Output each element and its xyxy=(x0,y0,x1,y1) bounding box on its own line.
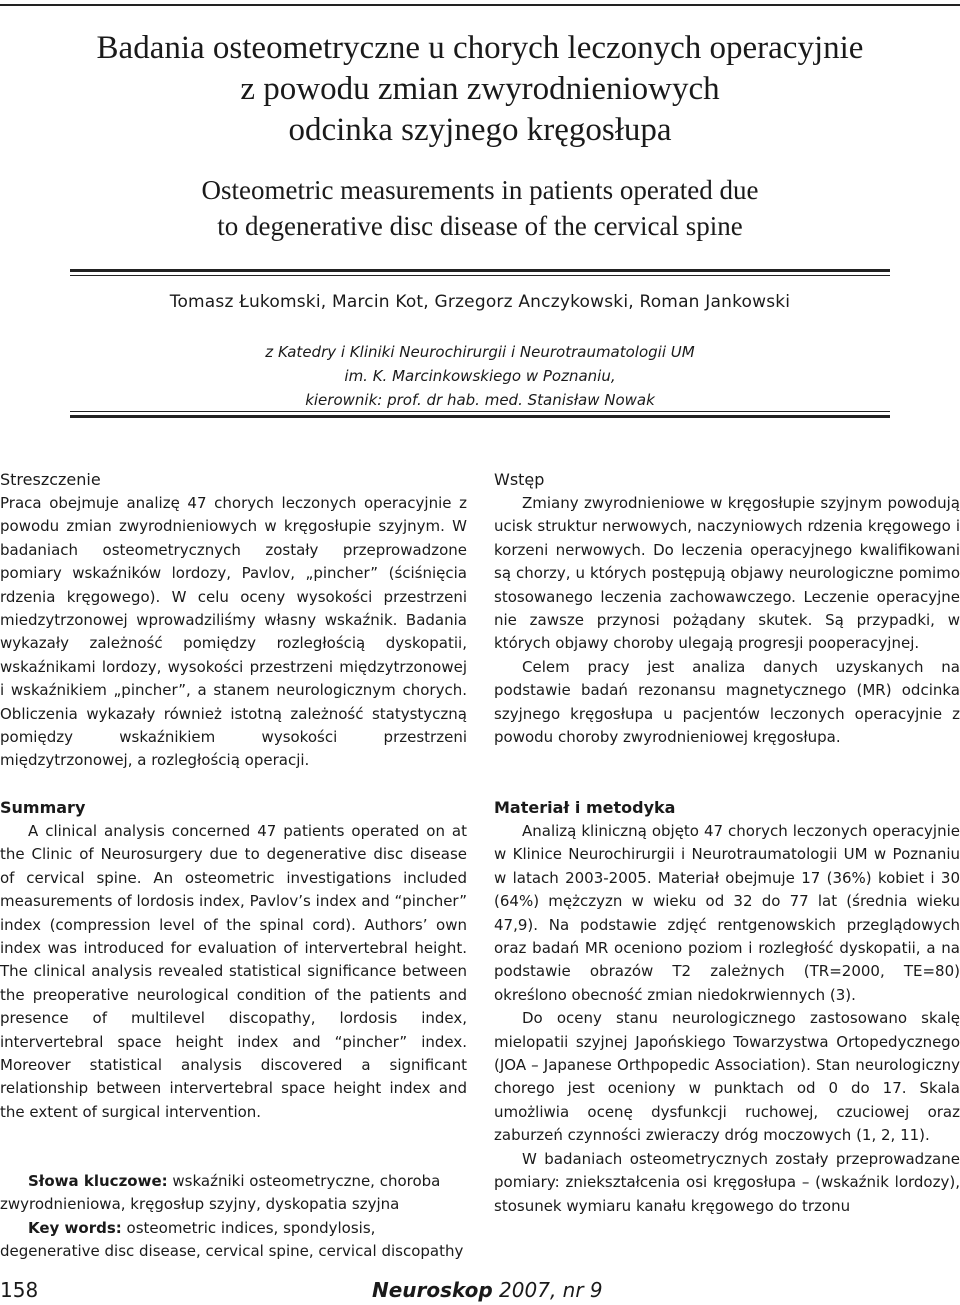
title-polish xyxy=(20,28,940,151)
summary-text: A clinical analysis concerned 47 patients operated on at the Clinic of Neurosurgery due to degenerative disc disease of cervical spine. An osteometric investigations included measurements of lordosis index, Pavlov’s index and “pincher” index (compression level of the spinal cord). Authors’ own index was introduced for evaluation of intervertebral height. The clinical analysis revealed statistical significance between the preoperative neurological condition of the patients and presence of multilevel discopathy, lordosis index, intervertebral space height index and “pincher” index. Moreover statistical analysis discovered a significant relationship between intervertebral space height index and the extent of surgical intervention. xyxy=(0,822,467,1121)
page-number: 158 xyxy=(0,1278,39,1302)
title-polish-line: Badania osteometryczne u chorych leczonych operacyjnie xyxy=(96,30,864,66)
slowa-kluczowe-label: Słowa kluczowe: xyxy=(28,1172,168,1190)
wstep-paragraph: Zmiany zwyrodnieniowe w kręgosłupie szyjnym powodują ucisk struktur nerwowych, naczyniowych rdzenia kręgowego i korzeni nerwowych. Do leczenia operacyjnego kwalifikowani są chorzy, u których postępują objawy neurologiczne pomimo stosowanego leczenia zachowawczego. Leczenie operacyjne nie zawsze przynosi pożądany skutek. Są przypadki, w których objawy choroby ulegają progresji pooperacyjnej. xyxy=(494,494,960,653)
title-polish-line: odcinka szyjnego kręgosłupa xyxy=(288,112,672,148)
material-paragraph: W badaniach osteometrycznych zostały przeprowadzane pomiary: zniekształcenia osi kręgosłupa – (wskaźnik lordozy), stosunek wymiaru kanału kręgowego do trzonu xyxy=(494,1149,960,1215)
journal-footer xyxy=(372,1278,603,1302)
material-paragraph: Analizą kliniczną objęto 47 chorych leczonych operacyjnie w Klinice Neurochirurgii i Neurotraumatologii UM w Poznaniu w latach 2003-2005. Materiał obejmuje 17 (36%) kobiet i 30 (64%) mężczyzn w wieku od 32 do 77 lat (średnia wieku 47,9). Na podstawie zdjęć rentgenowskich przeglądowych oraz badań MR oceniono poziom i rozległość dyskopatii, a na podstawie obrazów T2 zależnych (TR=2000, TE=80) określono obecność zmian niedokrwiennych (3). xyxy=(494,822,960,1004)
header-bottom-rule xyxy=(70,415,890,418)
left-column xyxy=(0,468,467,773)
material-paragraph: Do oceny stanu neurologicznego zastosowano skalę mielopatii szyjnej Japońskiego Towarzystwa Ortopedycznego (JOA – Japanese Orthpopedic Association). Stan neurologiczny chorego jest oceniony w punktach od 0 do 17. Skala umożliwia ocenę dysfunkcji ruchowej, czuciowej oraz zaburzeń czynności zwieraczy dróg moczowych (1, 2, 11). xyxy=(494,1009,960,1145)
authors-top-rule xyxy=(70,269,890,272)
journal-name: Neuroskop xyxy=(372,1278,493,1302)
right-column-methods xyxy=(494,796,960,1218)
affiliation-line: z Katedry i Kliniki Neurochirurgii i Neurotraumatologii UM xyxy=(265,343,695,361)
key-words-text: osteometric indices, spondylosis, degenerative disc disease, cervical spine, cervical discopathy xyxy=(0,1218,464,1261)
slowa-kluczowe xyxy=(0,1170,467,1217)
streszczenie-heading: Streszczenie xyxy=(0,470,101,489)
summary-heading: Summary xyxy=(0,798,86,817)
affiliation-line: kierownik: prof. dr hab. med. Stanisław Nowak xyxy=(305,391,655,409)
affiliation xyxy=(20,340,940,412)
slowa-kluczowe-text: wskaźniki osteometryczne, choroba zwyrodnieniowa, kręgosłup szyjny, dyskopatia szyjna xyxy=(0,1172,441,1214)
title-english-line: Osteometric measurements in patients operated due xyxy=(201,175,759,205)
wstep-paragraph: Celem pracy jest analiza danych uzyskanych na podstawie badań rezonansu magnetycznego (MR) odcinka szyjnego kręgosłupa u pacjentów leczonych operacyjnie z powodu choroby zwyrodnieniowej kręgosłupa. xyxy=(494,657,960,747)
header-bottom-rule-thin xyxy=(70,411,890,412)
journal-issue: 2007, nr 9 xyxy=(492,1278,603,1302)
title-polish-line: z powodu zmian zwyrodnieniowych xyxy=(240,71,720,107)
key-words-label: Key words: xyxy=(28,1218,122,1237)
streszczenie-text: Praca obejmuje analizę 47 chorych leczonych operacyjnie z powodu zmian zwyrodnieniowych w kręgosłupie szyjnym. W badaniach osteometrycznych zostały przeprowadzone pomiary wskaźników lordozy, Pavlov, „pincher” (ściśnięcia rdzenia kręgowego). W celu oceny wysokości przestrzeni miedzytrzonowej wprowadziliśmy własny wskaźnik. Badania wykazały zależność pomiędzy rozległością dyskopatii, wskaźnikami lordozy, wysokości przestrzeni międzytrzonowej i wskaźnikiem „pincher”, a stanem neurologicznym chorych. Obliczenia wykazały również istotną zależność statystyczną pomiędzy wskaźnikiem wysokości przestrzeni międzytrzonowej, a rozległością operacji. xyxy=(0,494,467,770)
right-column xyxy=(494,468,960,749)
wstep-heading: Wstęp xyxy=(494,470,545,489)
key-words xyxy=(0,1217,467,1264)
keywords-block xyxy=(0,1170,467,1264)
material-heading: Materiał i metodyka xyxy=(494,798,676,817)
title-english xyxy=(20,172,940,244)
authors: Tomasz Łukomski, Marcin Kot, Grzegorz Anczykowski, Roman Jankowski xyxy=(169,292,791,312)
top-rule xyxy=(0,4,960,6)
title-english-line: to degenerative disc disease of the cervical spine xyxy=(217,211,743,241)
left-column-summary xyxy=(0,796,467,1124)
authors-top-rule-thin xyxy=(70,275,890,276)
affiliation-line: im. K. Marcinkowskiego w Poznaniu, xyxy=(344,367,616,385)
